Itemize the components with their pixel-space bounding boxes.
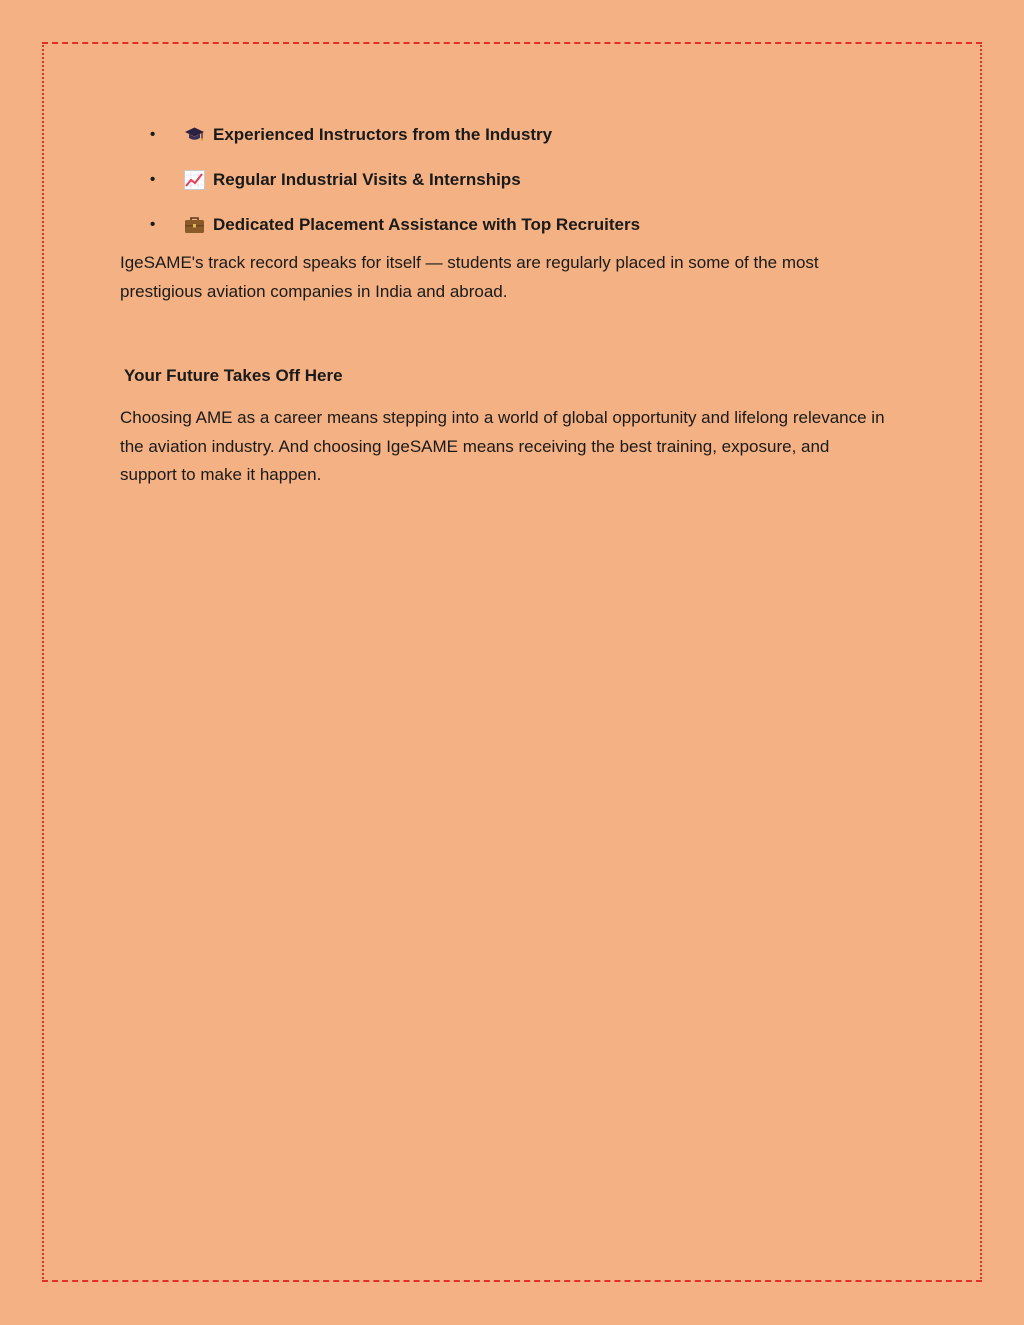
feature-text: Dedicated Placement Assistance with Top Recruiters <box>213 215 641 234</box>
feature-list <box>120 118 890 253</box>
feature-text: Experienced Instructors from the Industry <box>213 125 553 144</box>
section-heading: Your Future Takes Off Here <box>124 366 343 385</box>
briefcase-icon <box>184 215 205 235</box>
list-item <box>120 208 890 253</box>
document-content <box>120 118 890 490</box>
track-record-paragraph: IgeSAME's track record speaks for itself — students are regularly placed in some of the most prestigious aviation companies in India and abroad. <box>120 253 819 301</box>
bullet-icon: • <box>150 126 156 143</box>
closing-paragraph: Choosing AME as a career means stepping into a world of global opportunity and lifelong relevance in the aviation industry. And choosing IgeSAME means receiving the best training, exposure, and support to make it happen. <box>120 408 885 484</box>
feature-text: Regular Industrial Visits & Internships <box>213 170 521 189</box>
list-item <box>120 163 890 208</box>
chart-increasing-icon <box>184 170 205 190</box>
bullet-icon: • <box>150 216 156 233</box>
bullet-icon: • <box>150 171 156 188</box>
list-item <box>120 118 890 163</box>
graduation-cap-icon <box>184 125 205 145</box>
